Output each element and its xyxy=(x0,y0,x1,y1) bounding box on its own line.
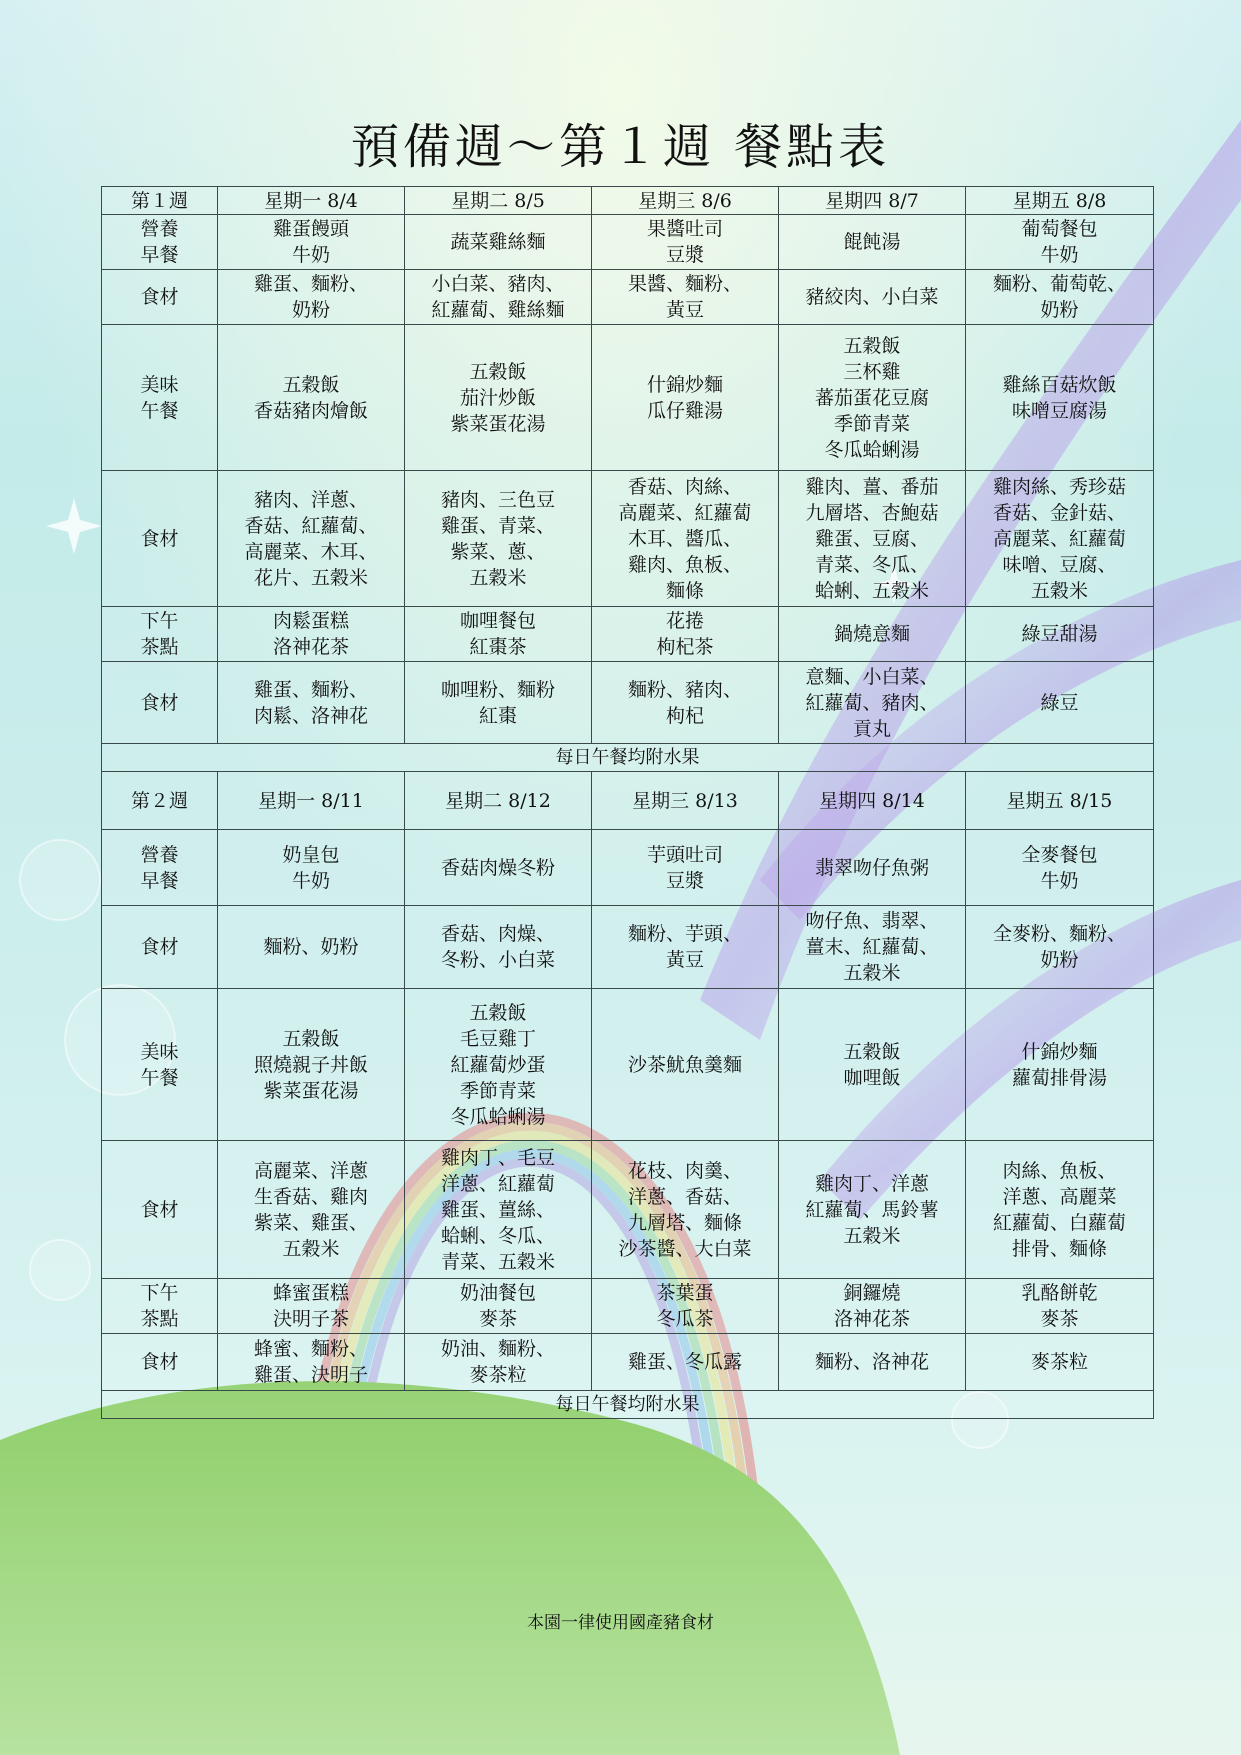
note-row xyxy=(102,1391,1154,1419)
menu-cell: 五穀飯 茄汁炒飯 紫菜蛋花湯 xyxy=(405,325,592,471)
menu-cell: 銅鑼燒 洛神花茶 xyxy=(779,1279,966,1334)
menu-cell: 豬絞肉、小白菜 xyxy=(779,270,966,325)
row-label: 食材 xyxy=(102,1334,218,1391)
menu-cell: 沙茶魷魚羹麵 xyxy=(592,989,779,1141)
day-header: 星期三 8/13 xyxy=(592,772,779,830)
menu-cell: 雞蛋、冬瓜露 xyxy=(592,1334,779,1391)
menu-cell: 花捲 枸杞茶 xyxy=(592,607,779,662)
menu-cell: 雞蛋、麵粉、 奶粉 xyxy=(218,270,405,325)
menu-cell: 麥茶粒 xyxy=(966,1334,1154,1391)
table-row xyxy=(102,662,1154,744)
menu-cell: 吻仔魚、翡翠、 薑末、紅蘿蔔、 五穀米 xyxy=(779,906,966,989)
menu-cell: 咖哩粉、麵粉 紅棗 xyxy=(405,662,592,744)
menu-cell: 茶葉蛋 冬瓜茶 xyxy=(592,1279,779,1334)
menu-cell: 高麗菜、洋蔥 生香菇、雞肉 紫菜、雞蛋、 五穀米 xyxy=(218,1141,405,1279)
menu-cell: 奶油、麵粉、 麥茶粒 xyxy=(405,1334,592,1391)
day-header: 星期二 8/5 xyxy=(405,187,592,215)
menu-cell: 五穀飯 香菇豬肉燴飯 xyxy=(218,325,405,471)
menu-cell: 咖哩餐包 紅棗茶 xyxy=(405,607,592,662)
note-row xyxy=(102,744,1154,772)
table-row xyxy=(102,1279,1154,1334)
fruit-note: 每日午餐均附水果 xyxy=(102,1391,1154,1419)
menu-cell: 蜂蜜蛋糕 決明子茶 xyxy=(218,1279,405,1334)
table-row xyxy=(102,270,1154,325)
menu-cell: 雞蛋饅頭 牛奶 xyxy=(218,215,405,270)
menu-cell: 五穀飯 咖哩飯 xyxy=(779,989,966,1141)
menu-cell: 肉絲、魚板、 洋蔥、高麗菜 紅蘿蔔、白蘿蔔 排骨、麵條 xyxy=(966,1141,1154,1279)
menu-cell: 香菇肉燥冬粉 xyxy=(405,830,592,906)
menu-cell: 全麥餐包 牛奶 xyxy=(966,830,1154,906)
menu-cell: 麵粉、葡萄乾、 奶粉 xyxy=(966,270,1154,325)
week1-header-row xyxy=(102,187,1154,215)
row-label: 食材 xyxy=(102,1141,218,1279)
menu-cell: 麵粉、奶粉 xyxy=(218,906,405,989)
row-label: 下午 茶點 xyxy=(102,1279,218,1334)
menu-cell: 雞蛋、麵粉、 肉鬆、洛神花 xyxy=(218,662,405,744)
menu-cell: 香菇、肉燥、 冬粉、小白菜 xyxy=(405,906,592,989)
table-row xyxy=(102,830,1154,906)
row-label: 食材 xyxy=(102,906,218,989)
menu-cell: 蔬菜雞絲麵 xyxy=(405,215,592,270)
menu-cell: 麵粉、洛神花 xyxy=(779,1334,966,1391)
table-row xyxy=(102,215,1154,270)
menu-cell: 豬肉、三色豆 雞蛋、青菜、 紫菜、蔥、 五穀米 xyxy=(405,471,592,607)
day-header: 星期二 8/12 xyxy=(405,772,592,830)
menu-cell: 蜂蜜、麵粉、 雞蛋、決明子 xyxy=(218,1334,405,1391)
menu-cell: 肉鬆蛋糕 洛神花茶 xyxy=(218,607,405,662)
menu-cell: 香菇、肉絲、 高麗菜、紅蘿蔔 木耳、醬瓜、 雞肉、魚板、 麵條 xyxy=(592,471,779,607)
menu-cell: 雞絲百菇炊飯 味噌豆腐湯 xyxy=(966,325,1154,471)
day-header: 星期四 8/7 xyxy=(779,187,966,215)
menu-cell: 五穀飯 三杯雞 蕃茄蛋花豆腐 季節青菜 冬瓜蛤蜊湯 xyxy=(779,325,966,471)
row-label: 營養 早餐 xyxy=(102,215,218,270)
menu-cell: 鍋燒意麵 xyxy=(779,607,966,662)
table-row xyxy=(102,906,1154,989)
day-header: 星期五 8/8 xyxy=(966,187,1154,215)
row-label: 食材 xyxy=(102,270,218,325)
row-label: 營養 早餐 xyxy=(102,830,218,906)
day-header: 星期三 8/6 xyxy=(592,187,779,215)
menu-cell: 意麵、小白菜、 紅蘿蔔、豬肉、 貢丸 xyxy=(779,662,966,744)
row-label: 食材 xyxy=(102,662,218,744)
day-header: 星期四 8/14 xyxy=(779,772,966,830)
menu-cell: 花枝、肉羹、 洋蔥、香菇、 九層塔、麵條 沙茶醬、大白菜 xyxy=(592,1141,779,1279)
menu-cell: 翡翠吻仔魚粥 xyxy=(779,830,966,906)
day-header: 星期五 8/15 xyxy=(966,772,1154,830)
menu-cell: 果醬、麵粉、 黃豆 xyxy=(592,270,779,325)
menu-cell: 綠豆 xyxy=(966,662,1154,744)
row-label: 食材 xyxy=(102,471,218,607)
menu-cell: 麵粉、芋頭、 黃豆 xyxy=(592,906,779,989)
row-label: 下午 茶點 xyxy=(102,607,218,662)
menu-cell: 麵粉、豬肉、 枸杞 xyxy=(592,662,779,744)
week-label: 第１週 xyxy=(102,187,218,215)
table-row xyxy=(102,989,1154,1141)
week2-header-row xyxy=(102,772,1154,830)
menu-cell: 雞肉丁、毛豆 洋蔥、紅蘿蔔 雞蛋、薑絲、 蛤蜊、冬瓜、 青菜、五穀米 xyxy=(405,1141,592,1279)
menu-cell: 雞肉、薑、番茄 九層塔、杏鮑菇 雞蛋、豆腐、 青菜、冬瓜、 蛤蜊、五穀米 xyxy=(779,471,966,607)
week-label: 第２週 xyxy=(102,772,218,830)
menu-cell: 雞肉絲、秀珍菇 香菇、金針菇、 高麗菜、紅蘿蔔 味噌、豆腐、 五穀米 xyxy=(966,471,1154,607)
day-header: 星期一 8/11 xyxy=(218,772,405,830)
menu-cell: 綠豆甜湯 xyxy=(966,607,1154,662)
day-header: 星期一 8/4 xyxy=(218,187,405,215)
menu-cell: 什錦炒麵 蘿蔔排骨湯 xyxy=(966,989,1154,1141)
menu-cell: 葡萄餐包 牛奶 xyxy=(966,215,1154,270)
menu-cell: 餛飩湯 xyxy=(779,215,966,270)
menu-cell: 五穀飯 照燒親子丼飯 紫菜蛋花湯 xyxy=(218,989,405,1141)
menu-cell: 豬肉、洋蔥、 香菇、紅蘿蔔、 高麗菜、木耳、 花片、五穀米 xyxy=(218,471,405,607)
menu-cell: 果醬吐司 豆漿 xyxy=(592,215,779,270)
page-title: 預備週～第１週 餐點表 xyxy=(350,119,891,175)
table-row xyxy=(102,325,1154,471)
fruit-note: 每日午餐均附水果 xyxy=(102,744,1154,772)
footer-note: 本園一律使用國產豬食材 xyxy=(527,1613,714,1633)
table-row xyxy=(102,1141,1154,1279)
menu-cell: 小白菜、豬肉、 紅蘿蔔、雞絲麵 xyxy=(405,270,592,325)
meal-schedule-table xyxy=(101,186,1154,1419)
table-row xyxy=(102,607,1154,662)
menu-cell: 奶皇包 牛奶 xyxy=(218,830,405,906)
menu-cell: 雞肉丁、洋蔥 紅蘿蔔、馬鈴薯 五穀米 xyxy=(779,1141,966,1279)
menu-cell: 奶油餐包 麥茶 xyxy=(405,1279,592,1334)
table-row xyxy=(102,1334,1154,1391)
menu-cell: 五穀飯 毛豆雞丁 紅蘿蔔炒蛋 季節青菜 冬瓜蛤蜊湯 xyxy=(405,989,592,1141)
menu-cell: 乳酪餅乾 麥茶 xyxy=(966,1279,1154,1334)
row-label: 美味 午餐 xyxy=(102,325,218,471)
menu-cell: 全麥粉、麵粉、 奶粉 xyxy=(966,906,1154,989)
menu-cell: 芋頭吐司 豆漿 xyxy=(592,830,779,906)
row-label: 美味 午餐 xyxy=(102,989,218,1141)
table-row xyxy=(102,471,1154,607)
menu-cell: 什錦炒麵 瓜仔雞湯 xyxy=(592,325,779,471)
